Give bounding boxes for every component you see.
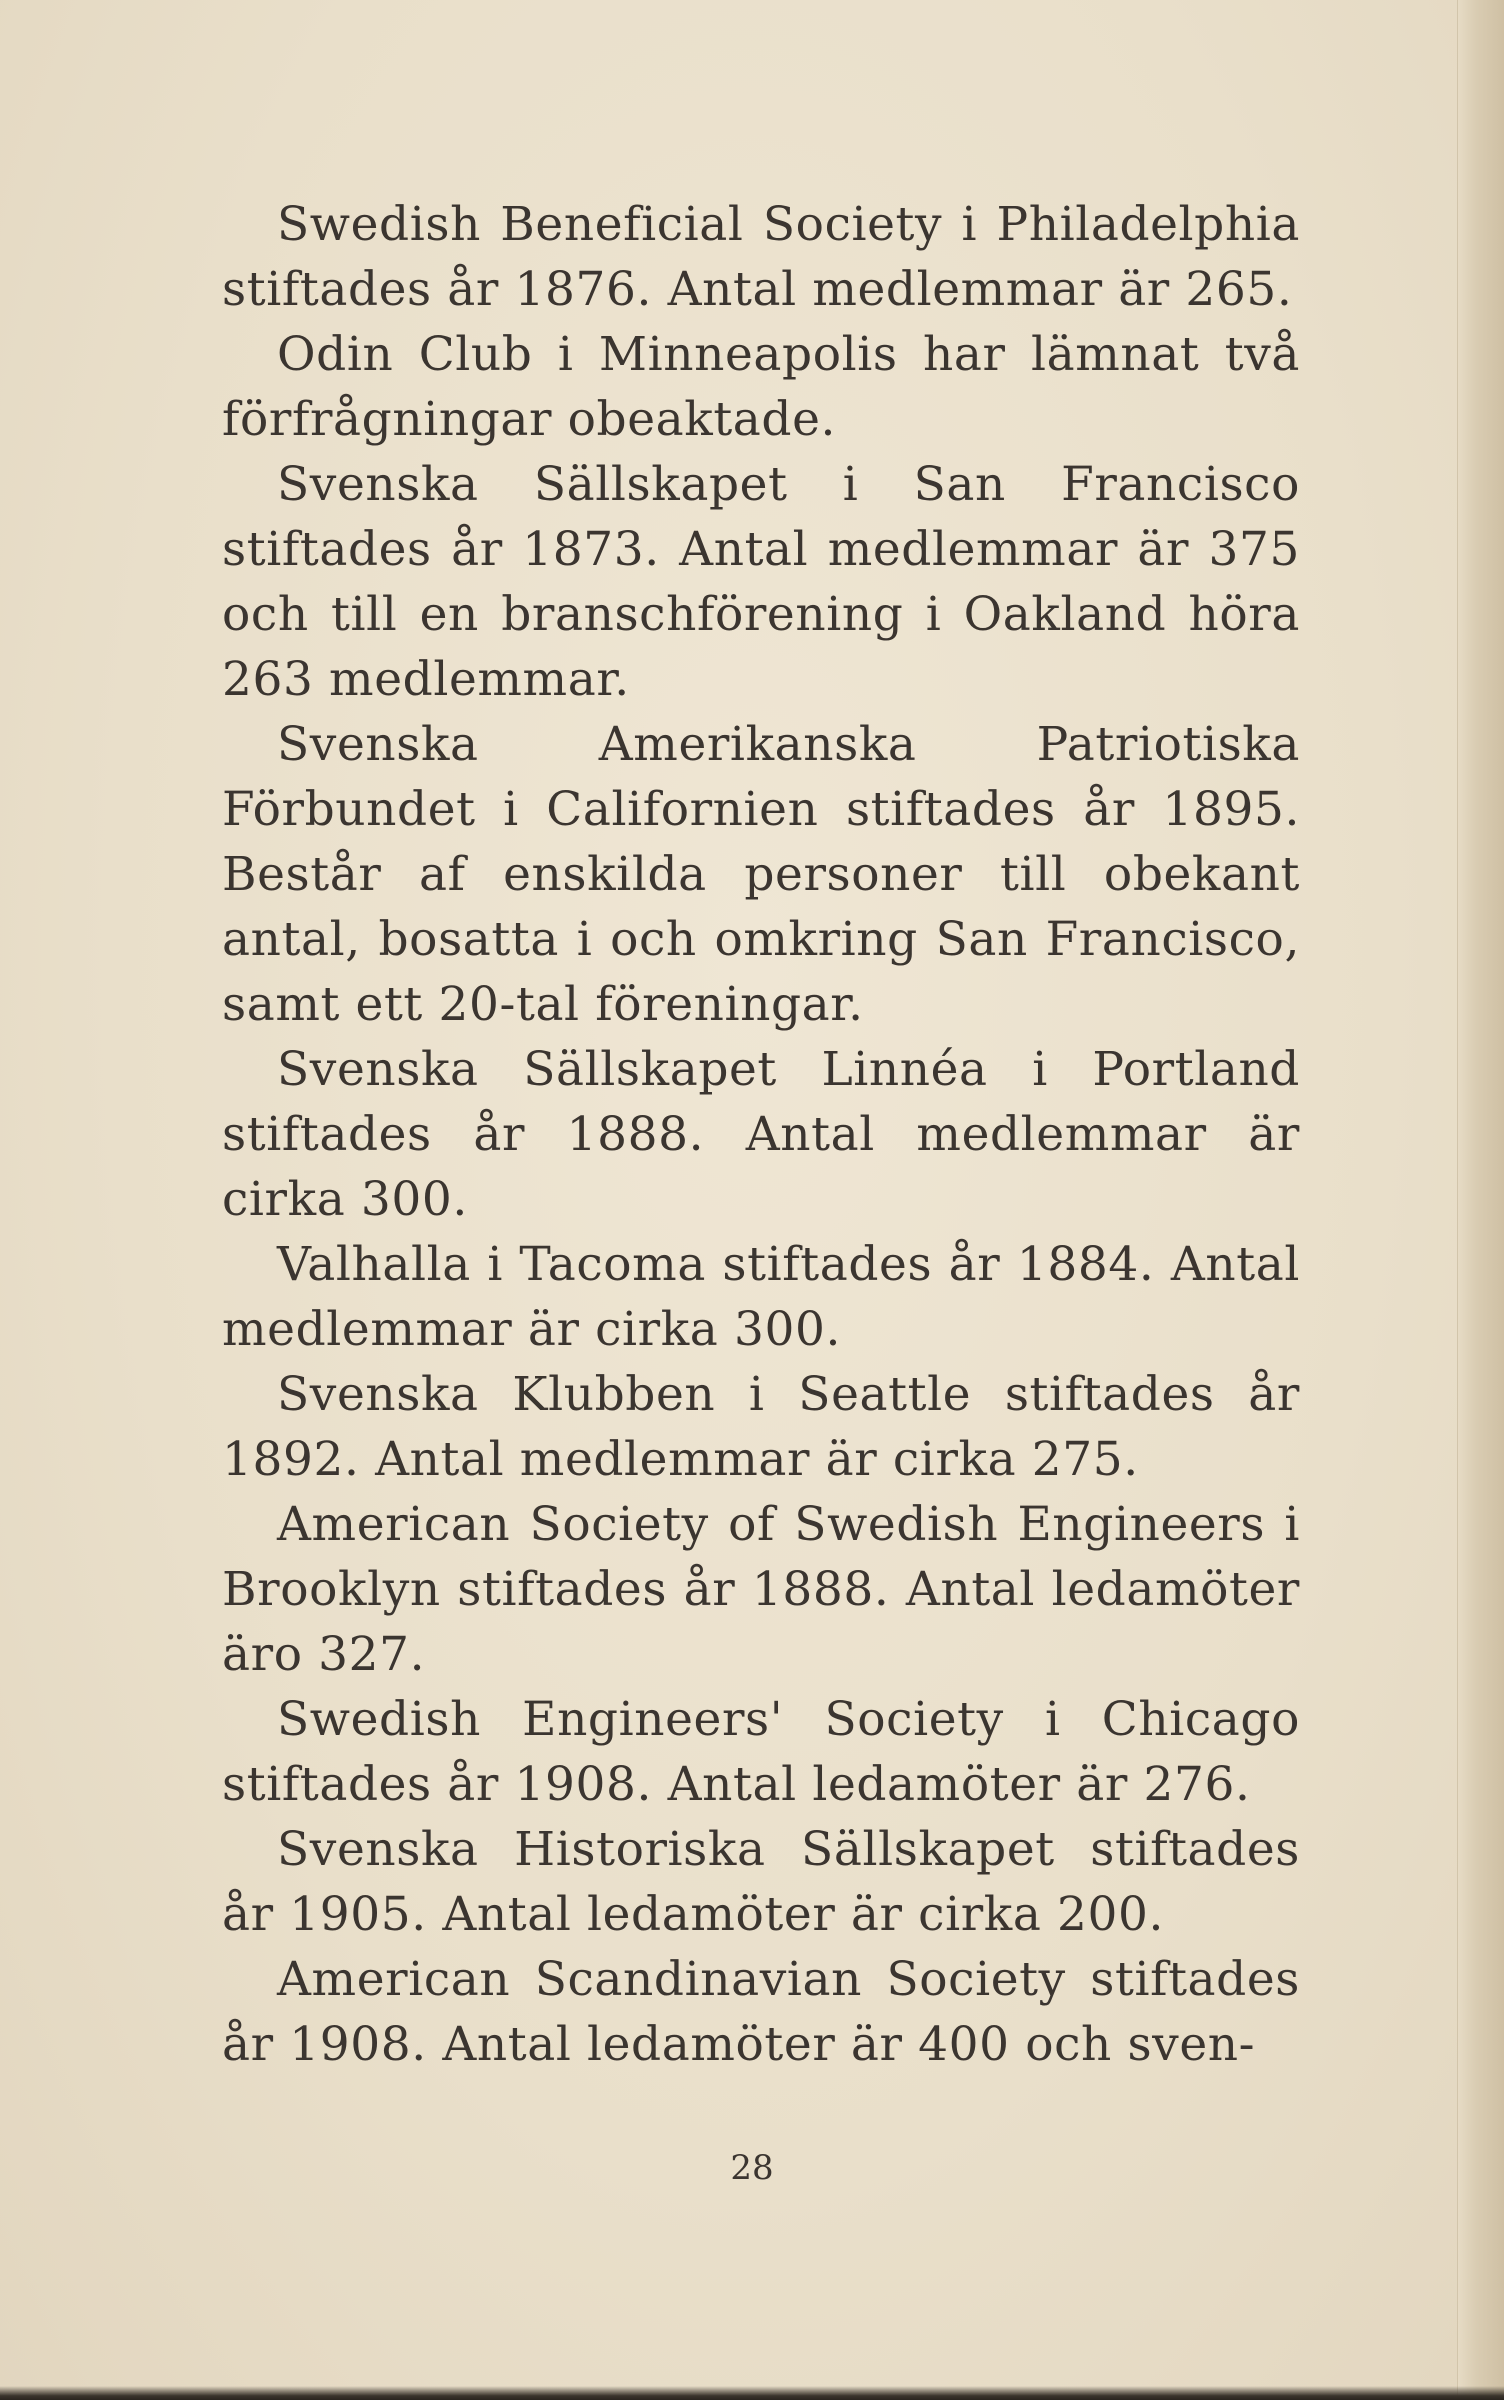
paragraph-historiska: Svenska Historiska Sällskapet stiftades år 1905. Antal ledamöter är cirka 200. [222, 1822, 1300, 1942]
body-text [222, 192, 1300, 2077]
paragraph-seattle: Svenska Klubben i Seattle stiftades år 1892. Antal medlemmar är cirka 275. [222, 1367, 1300, 1487]
paragraph-tacoma: Valhalla i Tacoma stiftades år 1884. Antal medlemmar är cirka 300. [222, 1237, 1300, 1357]
paragraph-scandinavian: American Scandinavian Society stiftades år 1908. Antal ledamöter är 400 och sven- [222, 1952, 1300, 2072]
paragraph-minneapolis: Odin Club i Minneapolis har lämnat två förfrågningar obeaktade. [222, 327, 1300, 447]
paragraph-san-francisco: Svenska Sällskapet i San Francisco stiftades år 1873. Antal medlemmar är 375 och till en branschförening i Oakland höra 263 medlemmar. [222, 457, 1300, 707]
page-number: 28 [730, 2148, 774, 2188]
paragraph-philadelphia: Swedish Beneficial Society i Philadelphia stiftades år 1876. Antal medlemmar är 265. [222, 197, 1300, 317]
paragraph-chicago: Swedish Engineers' Society i Chicago stiftades år 1908. Antal ledamöter är 276. [222, 1692, 1300, 1812]
paragraph-californien: Svenska Amerikanska Patriotiska Förbundet i Californien stiftades år 1895. Består af enskilda personer till obekant antal, bosatta i och omkring San Francisco, samt ett 20-tal föreningar. [222, 717, 1300, 1032]
page-edge [1457, 0, 1504, 2400]
page-shadow [0, 2386, 1504, 2400]
paragraph-portland: Svenska Sällskapet Linnéa i Portland stiftades år 1888. Antal medlemmar är cirka 300. [222, 1042, 1300, 1227]
paragraph-brooklyn: American Society of Swedish Engineers i Brooklyn stiftades år 1888. Antal ledamöter äro 327. [222, 1497, 1300, 1682]
